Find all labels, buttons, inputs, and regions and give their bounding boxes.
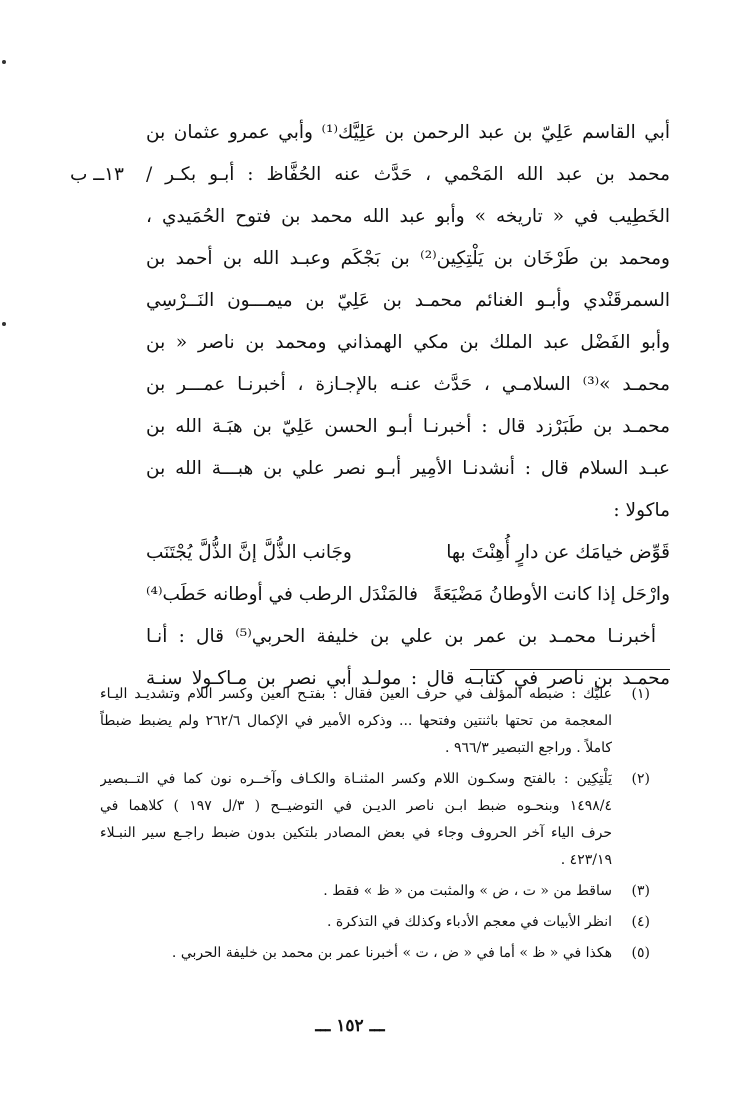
footnote-line: ساقط من « ت ، ض » والمثبت من « ظ » فقط . bbox=[323, 883, 612, 899]
footnote-line: هكذا في « ظ » أما في « ض ، ت » أخبرنا عمر بن محمد بن خليفة الحربي . bbox=[171, 945, 612, 961]
footnote bbox=[100, 909, 650, 936]
footnote-line: ١٤٩٨/٤ وبنحـوه ضبط ابـن ناصر الديـن في التوضيــح ( ٣/ل ١٩٧ ) كلاهما في bbox=[100, 798, 612, 814]
footnote bbox=[100, 766, 650, 874]
footnote-number: (٥) bbox=[631, 945, 650, 961]
footnote-body bbox=[100, 940, 612, 967]
footnote-line: ٤٢٣/١٩ . bbox=[560, 852, 612, 868]
text-line: ومحمد بن طَرْخَان بن يَلْتِكِين⁽²⁾ بن بَجْكَم وعبـد الله بن أحمد بن bbox=[146, 248, 670, 269]
text-line: أبي القاسم عَلِيّ بن عبد الرحمن بن عَلِيَّك⁽¹⁾ وأبي عمرو عثمان بن bbox=[146, 122, 670, 143]
footnotes-section bbox=[100, 681, 650, 971]
footnote-number: (١) bbox=[631, 686, 650, 702]
text-line: أخبرنـا محمـد بن عمر بن علي بن خليفة الحربي⁽⁵⁾ قال : أنـا bbox=[146, 626, 656, 647]
footnote bbox=[100, 940, 650, 967]
footnote-body bbox=[100, 878, 612, 905]
footnote-line: يَلْتِكِين : بالفتح وسكـون اللام وكسر المثنـاة والكـاف وآخــره نون كما في التــبصير bbox=[100, 771, 612, 787]
poem-verse bbox=[146, 532, 670, 574]
footnote-body bbox=[100, 909, 612, 936]
footnote-number: (٤) bbox=[631, 914, 650, 930]
scan-speck bbox=[2, 322, 6, 326]
footnote-line: حرف الياء آخر الحروف وجاء في بعض المصادر بلتكين بدون ضبط راجـع سير النبـلاء bbox=[100, 825, 612, 841]
text-line: محمـد بن ناصر في كتابـه قال : مولـد أبي نصر بن مـاكـولا سنـة bbox=[146, 668, 670, 689]
verse-second-hemistich: فالمَنْدَل الرطب في أوطانه حَطَب⁽⁴⁾ bbox=[146, 584, 418, 605]
text-line: محمـد بن طَبَرْزد قال : أخبرنـا أبـو الحسن عَلِيّ بن هبَـة الله بن bbox=[146, 416, 670, 437]
footnote-separator bbox=[470, 669, 670, 670]
footnote-number: (٣) bbox=[631, 883, 650, 899]
footnote-line: انظر الأبيات في معجم الأدباء وكذلك في التذكرة . bbox=[327, 914, 612, 930]
text-line: محمـد »⁽³⁾ السلامـي ، حَدَّث عنـه بالإجـازة ، أخبرنـا عمـــر بن bbox=[146, 374, 670, 395]
margin-folio-reference: ١٣ــ ب bbox=[69, 164, 124, 185]
text-line: ماكولا : bbox=[613, 500, 670, 521]
verse-first-hemistich: قَوِّض خيامَك عن دارٍ أُهِنْتَ بها bbox=[446, 542, 670, 563]
footnote-line: كاملاً . وراجع التبصير ٩٦٦/٣ . bbox=[445, 740, 612, 756]
text-line: السمرقَنْدي وأبـو الغنائم محمـد بن عَلِيّ بن ميمـــون النَــرْسِي bbox=[146, 290, 670, 311]
text-line: محمد بن عبد الله المَحْمي ، حَدَّث عنه الحُفَّاظ : أبـو بكـر / bbox=[146, 164, 670, 185]
scan-speck bbox=[2, 60, 6, 64]
text-line: وأبو الفَضْل عبد الملك بن مكي الهمذاني ومحمد بن ناصر « بن bbox=[146, 332, 670, 353]
main-text-block bbox=[146, 112, 670, 700]
footnote bbox=[100, 878, 650, 905]
verse-first-hemistich: وارْحَل إذا كانت الأوطانُ مَضْيَعَةً bbox=[432, 584, 670, 605]
footnote-body bbox=[100, 681, 612, 762]
footnote-line: عليَّك : ضبطه المؤلف في حرف العين فقال : بفتـح العين وكسر اللام وتشديـد اليـاء bbox=[100, 686, 612, 702]
footnote bbox=[100, 681, 650, 762]
footnote-body bbox=[100, 766, 612, 874]
page-number: ـــ ١٥٢ ـــ bbox=[315, 1016, 385, 1036]
footnote-number: (٢) bbox=[631, 771, 650, 787]
poem-verse bbox=[146, 574, 670, 616]
text-line: الخَطِيب في « تاريخه » وأبو عبد الله محمد بن فتوح الحُمَيدي ، bbox=[146, 206, 670, 227]
text-line: عبـد السلام قال : أنشدنـا الأمِير أبـو نصر علي بن هبـــة الله بن bbox=[146, 458, 670, 479]
footnote-line: المعجمة من تحتها باثنتين وفتحها ... وذكره الأمير في الإكمال ٢٦٢/٦ ولم يضبط ضبطاً bbox=[100, 713, 612, 729]
verse-second-hemistich: وجَانب الذُّلَّ إنَّ الذُّلَّ يُجْتَنَب bbox=[146, 542, 352, 563]
